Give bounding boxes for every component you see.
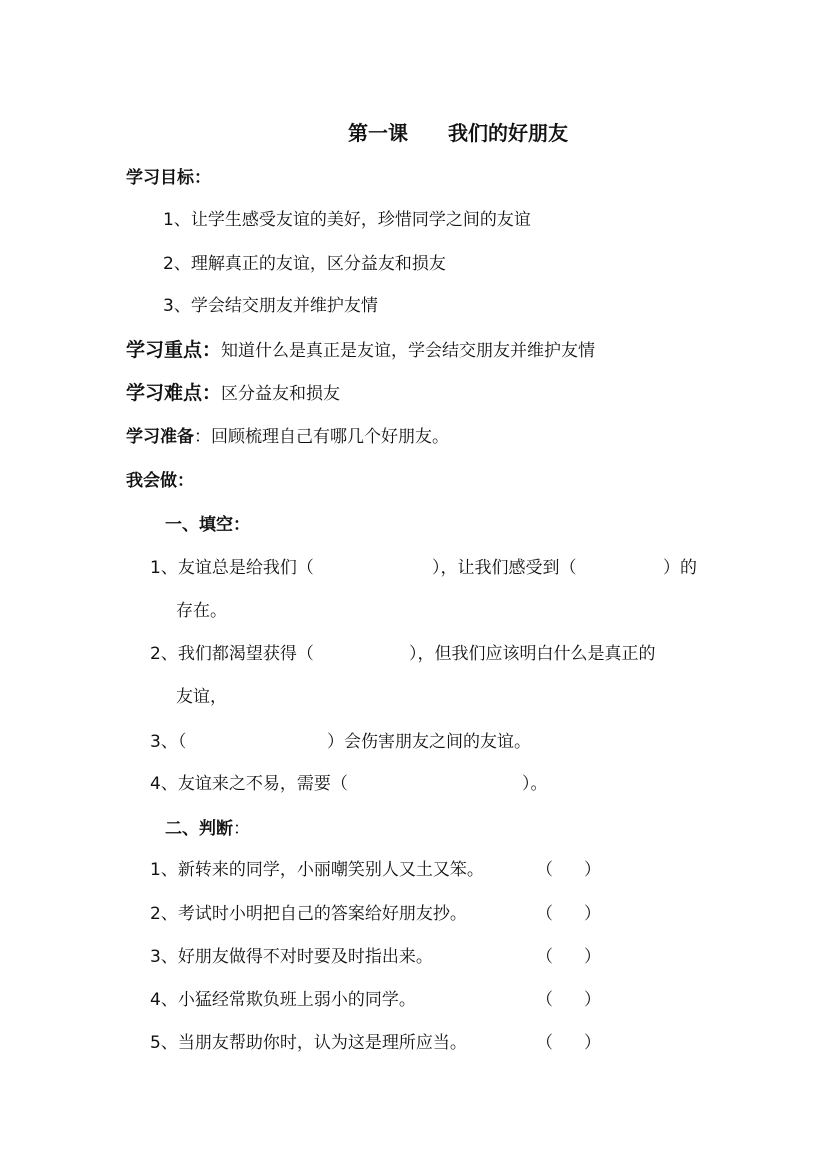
judge-heading-line (165, 818, 250, 840)
key-points-text: 知道什么是真正是友谊，学会结交朋友并维护友情 (221, 341, 596, 361)
fill-blank-text: 3、（ (150, 732, 187, 752)
objective-item: 3、学会结交朋友并维护友情 (163, 296, 378, 316)
fill-blank-text: ）会伤害朋友之间的友谊。 (327, 732, 531, 752)
objective-item: 2、理解真正的友谊，区分益友和损友 (163, 254, 446, 274)
preparation-text: ：回顾梳理自己有哪几个好朋友。 (194, 427, 449, 447)
fill-blank-text: ）的 (663, 558, 697, 578)
fill-blank-continuation: 存在。 (176, 601, 227, 621)
judge-statement: 3、好朋友做得不对时要及时指出来。 (150, 947, 433, 967)
judge-heading-colon: ： (233, 819, 250, 839)
judge-bracket-close: ） (584, 947, 601, 967)
fill-blank-text: 1、友谊总是给我们（ (150, 558, 314, 578)
judge-statement: 1、新转来的同学，小丽嘲笑别人又土又笨。 (150, 860, 484, 880)
can-do-heading: 我会做： (126, 471, 194, 491)
fill-blank-text: ），让我们感受到（ (432, 558, 577, 578)
judge-bracket-close: ） (584, 1033, 601, 1053)
judge-statement: 2、考试时小明把自己的答案给好朋友抄。 (150, 904, 467, 924)
fill-blank-text: ），但我们应该明白什么是真正的 (409, 644, 656, 664)
judge-bracket-open: （ (536, 947, 553, 967)
objective-item: 1、让学生感受友谊的美好，珍惜同学之间的友谊 (163, 210, 531, 230)
preparation-label: 学习准备 (126, 427, 194, 447)
fill-blank-heading: 一、填空： (165, 515, 250, 535)
judge-bracket-close: ） (584, 990, 601, 1010)
lesson-number: 第一课 (348, 121, 408, 145)
judge-bracket-close: ） (584, 860, 601, 880)
fill-blank-continuation: 友谊， (176, 687, 227, 707)
difficulties-label: 学习难点： (126, 382, 222, 404)
judge-bracket-open: （ (536, 860, 553, 880)
judge-bracket-open: （ (536, 904, 553, 924)
fill-blank-text: 4、友谊来之不易，需要（ (150, 774, 348, 794)
judge-statement: 5、当朋友帮助你时，认为这是理所应当。 (150, 1033, 467, 1053)
judge-bracket-open: （ (536, 990, 553, 1010)
judge-heading: 二、判断 (165, 819, 233, 839)
key-points-label: 学习重点： (126, 339, 222, 361)
judge-statement: 4、小猛经常欺负班上弱小的同学。 (150, 990, 416, 1010)
difficulties (126, 382, 340, 405)
judge-bracket-close: ） (584, 904, 601, 924)
fill-blank-text: 2、我们都渴望获得（ (150, 644, 314, 664)
lesson-title: 我们的好朋友 (448, 121, 568, 145)
key-points (126, 339, 595, 362)
fill-blank-text: ）。 (522, 774, 548, 794)
difficulties-text: 区分益友和损友 (221, 384, 341, 404)
preparation (126, 426, 449, 448)
objectives-heading: 学习目标： (126, 168, 211, 188)
judge-bracket-open: （ (536, 1033, 553, 1053)
